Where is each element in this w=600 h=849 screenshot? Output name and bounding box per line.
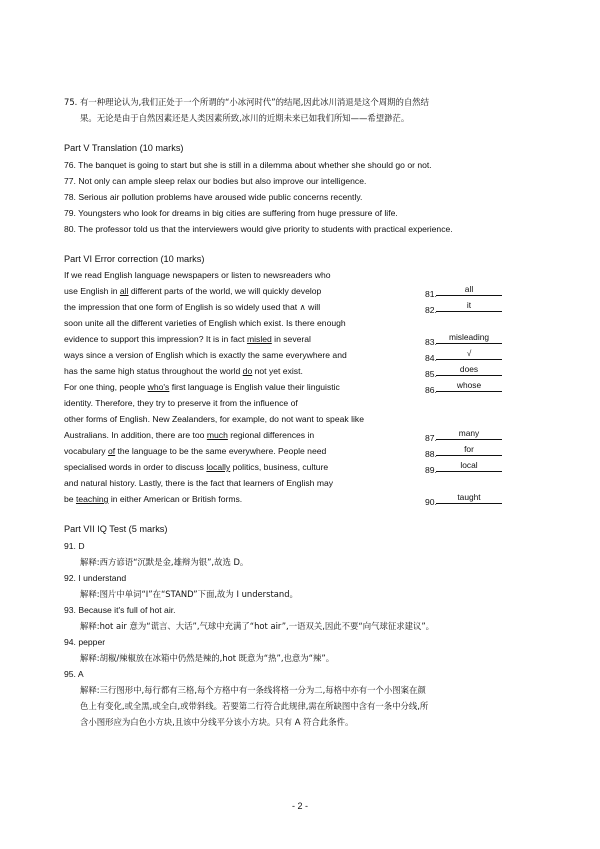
passage-line: other forms of English. New Zealanders, for example, do not want to speak like	[64, 414, 364, 424]
answer-number: 87.	[425, 433, 437, 443]
passage-line: has the same high status throughout the world do not yet exist.	[64, 366, 303, 376]
passage-line: be teaching in either American or British forms.	[64, 494, 243, 504]
answer-number: 86.	[425, 385, 437, 395]
passage-line: Australians. In addition, there are too much regional differences in	[64, 430, 315, 440]
answer-number: 90.	[425, 497, 437, 507]
iq-answer-92: 92. I understand	[64, 573, 127, 583]
passage-line: If we read English language newspapers or listen to newsreaders who	[64, 270, 331, 280]
answer-number: 88.	[425, 449, 437, 459]
iq-explanation-95-line2: 色上有变化,或全黑,或全白,或带斜线。若要第二行符合此规律,需在所缺图中含有一条中分线,所	[80, 701, 429, 711]
iq-answer-95: 95. A	[64, 669, 84, 679]
error-word: do	[242, 366, 253, 376]
error-word: of	[107, 446, 116, 456]
part5-item-78: 78. Serious air pollution problems have aroused wide public concerns recently.	[64, 192, 363, 202]
part7-heading: Part VII IQ Test (5 marks)	[64, 524, 168, 534]
part5-item-79: 79. Youngsters who look for dreams in big cities are suffering from huge pressure of life.	[64, 208, 398, 218]
passage-line: the impression that one form of English is so widely used that ∧ will	[64, 302, 321, 312]
iq-answer-94: 94. pepper	[64, 637, 106, 647]
iq-answer-91: 91. D	[64, 541, 85, 551]
error-word: teaching	[75, 494, 109, 504]
answer-number: 89.	[425, 465, 437, 475]
iq-explanation-95-line1: 解释:三行图形中,每行都有三格,每个方格中有一条线将格一分为二,每格中亦有一个小图案在颜	[80, 685, 426, 695]
error-word: much	[206, 430, 228, 440]
part6-heading: Part VI Error correction (10 marks)	[64, 254, 205, 264]
answer-number: 82.	[425, 305, 437, 315]
passage-line: identity. Therefore, they try to preserve it from the influence of	[64, 398, 298, 408]
error-word: who's	[147, 382, 170, 392]
passage-line: evidence to support this impression? It is in fact misled in several	[64, 334, 311, 344]
q75-line2: 果。无论是由于自然因素还是人类因素所致,冰川的近期未来已如我们所知——希望渺茫。	[80, 113, 410, 123]
passage-line: and natural history. Lastly, there is the fact that learners of English may	[64, 478, 334, 488]
answer-blank: √	[436, 348, 502, 360]
part5-heading: Part V Translation (10 marks)	[64, 143, 184, 153]
answer-number: 83.	[425, 337, 437, 347]
answer-number: 81.	[425, 289, 437, 299]
page-number: - 2 -	[291, 801, 308, 811]
answer-blank: for	[436, 444, 502, 456]
passage-line: vocabulary of the language to be the same everywhere. People need	[64, 446, 327, 456]
error-word: all	[119, 286, 129, 296]
passage-line: use English in all different parts of the world, we will quickly develop	[64, 286, 322, 296]
answer-blank: many	[436, 428, 502, 440]
answer-number: 85.	[425, 369, 437, 379]
passage-line: For one thing, people who's first language is English value their linguistic	[64, 382, 340, 392]
passage-line: ways since a version of English which is exactly the same everywhere and	[64, 350, 347, 360]
iq-explanation-92: 解释:图片中单词“I”在“STAND”下面,故为 I understand。	[80, 589, 298, 599]
iq-explanation-94: 解释:胡椒/辣椒放在冰箱中仍然是辣的,hot 既意为“热”,也意为“辣”。	[80, 653, 335, 663]
answer-blank: whose	[436, 380, 502, 392]
iq-answer-93: 93. Because it's full of hot air.	[64, 605, 176, 615]
error-word: misled	[246, 334, 272, 344]
q75-line1: 75. 有一种理论认为,我们正处于一个所谓的“小冰河时代”的结尾,因此冰川消退是这个周期的自然结	[64, 97, 429, 107]
answer-blank: does	[436, 364, 502, 376]
iq-explanation-91: 解释:西方谚语“沉默是金,雄辩为银”,故选 D。	[80, 557, 249, 567]
answer-blank: all	[436, 284, 502, 296]
passage-line: soon unite all the different varieties of English which exist. Is there enough	[64, 318, 346, 328]
answer-blank: it	[436, 300, 502, 312]
answer-blank: taught	[436, 492, 502, 504]
iq-explanation-93: 解释:hot air 意为“谎言、大话”,气球中充满了“hot air”,一语双关,因此不要“向气球征求建议”。	[80, 621, 435, 631]
error-word: locally	[206, 462, 231, 472]
part5-item-76: 76. The banquet is going to start but she is still in a dilemma about whether she should go or not.	[64, 160, 432, 170]
part5-item-77: 77. Not only can ample sleep relax our bodies but also improve our intelligence.	[64, 176, 367, 186]
answer-blank: misleading	[436, 332, 502, 344]
iq-explanation-95-line3: 含小图形应为白色小方块,且该中分线平分该小方块。只有 A 符合此条件。	[80, 717, 354, 727]
answer-blank: local	[436, 460, 502, 472]
insert-caret: ∧	[299, 302, 306, 312]
part5-item-80: 80. The professor told us that the interviewers would give priority to students with practical experience.	[64, 224, 453, 234]
passage-line: specialised words in order to discuss locally politics, business, culture	[64, 462, 329, 472]
answer-number: 84.	[425, 353, 437, 363]
